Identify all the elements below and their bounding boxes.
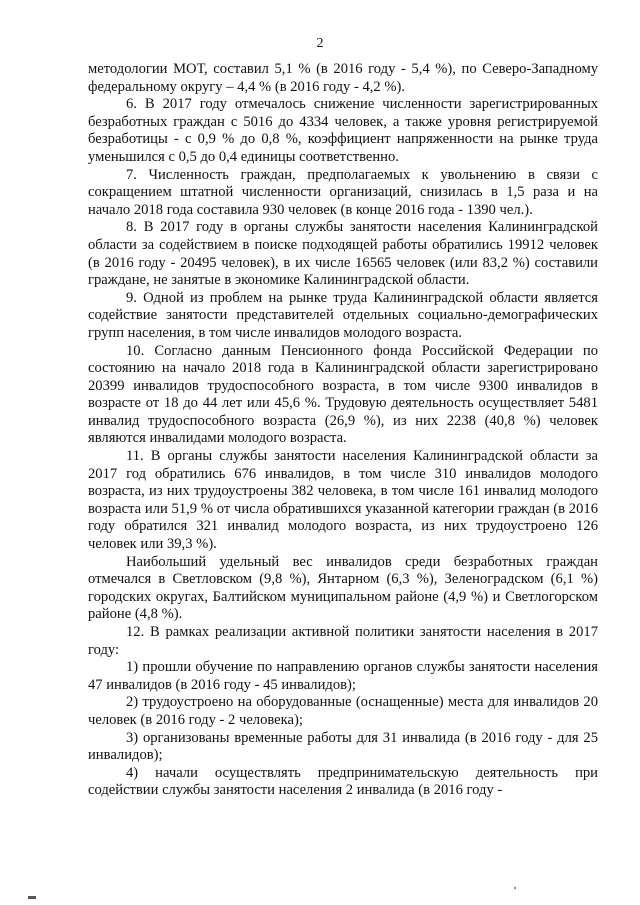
list-item-3: 3) организованы временные работы для 31 инвалида (в 2016 году - для 25 инвалидов);: [88, 729, 598, 764]
scan-artifact-mark: [28, 896, 36, 899]
paragraph-item-9: 9. Одной из проблем на рынке труда Калининградской области является содействие занятости представителей отдельных социально-демографических групп населения, в том числе инвалидов молодого возраста.: [88, 289, 598, 341]
paragraph-item-12: 12. В рамках реализации активной политики занятости населения в 2017 году:: [88, 624, 598, 658]
paragraph-disability-share: Наибольший удельный вес инвалидов среди безработных граждан отмечался в Светловском (9,8 %), Янтарном (6,3 %), Зеленоградском (6,1 %) городских округах, Балтийском муниципальном районе (4,9 %) и Светлогорском районе (4,8 %).: [88, 553, 598, 623]
page-number: 2: [316, 36, 324, 51]
paragraph-item-8: 8. В 2017 году в органы службы занятости населения Калининградской области за содействием в поиске подходящей работы обратились 19912 человек (в 2016 году - 20495 человек), в их числе 16565 человек (или 83,2 %) составили граждане, не занятые в экономике Калининградской области.: [88, 219, 598, 289]
paragraph-item-7: 7. Численность граждан, предполагаемых к увольнению в связи с сокращением штатной численности организаций, снизилась в 1,5 раза и на начало 2018 года составила 930 человек (в конце 2016 года - 1390 чел.).: [88, 166, 598, 218]
document-body: [88, 61, 598, 800]
list-item-2: 2) трудоустроено на оборудованные (оснащенные) места для инвалидов 20 человек (в 2016 году - 2 человека);: [88, 694, 598, 728]
list-item-1: 1) прошли обучение по направлению органов службы занятости населения 47 инвалидов (в 2016 году - 45 инвалидов);: [88, 659, 598, 693]
paragraph-item-6: 6. В 2017 году отмечалось снижение численности зарегистрированных безработных граждан с 5016 до 4334 человек, а также уровня регистрируемой безработицы - с 0,9 % до 0,8 %, коэффициент напряженности на рынке труда уменьшился с 0,5 до 0,4 единицы соответственно.: [88, 96, 598, 165]
scan-artifact-dot: [514, 887, 516, 889]
paragraph-item-11: 11. В органы службы занятости населения Калининградской области за 2017 год обратились 676 инвалидов, в том числе 310 инвалидов молодого возраста, из них трудоустроены 382 человека, в том числе 161 инвалид молодого возраста или 51,9 % от числа обратившихся указанной категории граждан (в 2016 году обратился 321 инвалид молодого возраста, из них трудоустроено 126 человек или 39,3 %).: [88, 448, 598, 553]
paragraph-continuation: методологии МОТ, составил 5,1 % (в 2016 году - 5,4 %), по Северо-Западному федеральному округу – 4,4 % (в 2016 году - 4,2 %).: [88, 61, 598, 95]
list-item-4: 4) начали осуществлять предпринимательскую деятельность при содействии службы занятости населения 2 инвалида (в 2016 году -: [88, 764, 598, 799]
paragraph-item-10: 10. Согласно данным Пенсионного фонда Российской Федерации по состоянию на начало 2018 года в Калининградской области зарегистрировано 20399 инвалидов трудоспособного возраста, в том числе 9300 инвалидов в возрасте от 18 до 44 лет или 45,6 %. Трудовую деятельность осуществляет 5481 инвалид трудоспособного возраста (26,9 %), из них 2238 (40,8 %) человек являются инвалидами молодого возраста.: [88, 342, 598, 447]
